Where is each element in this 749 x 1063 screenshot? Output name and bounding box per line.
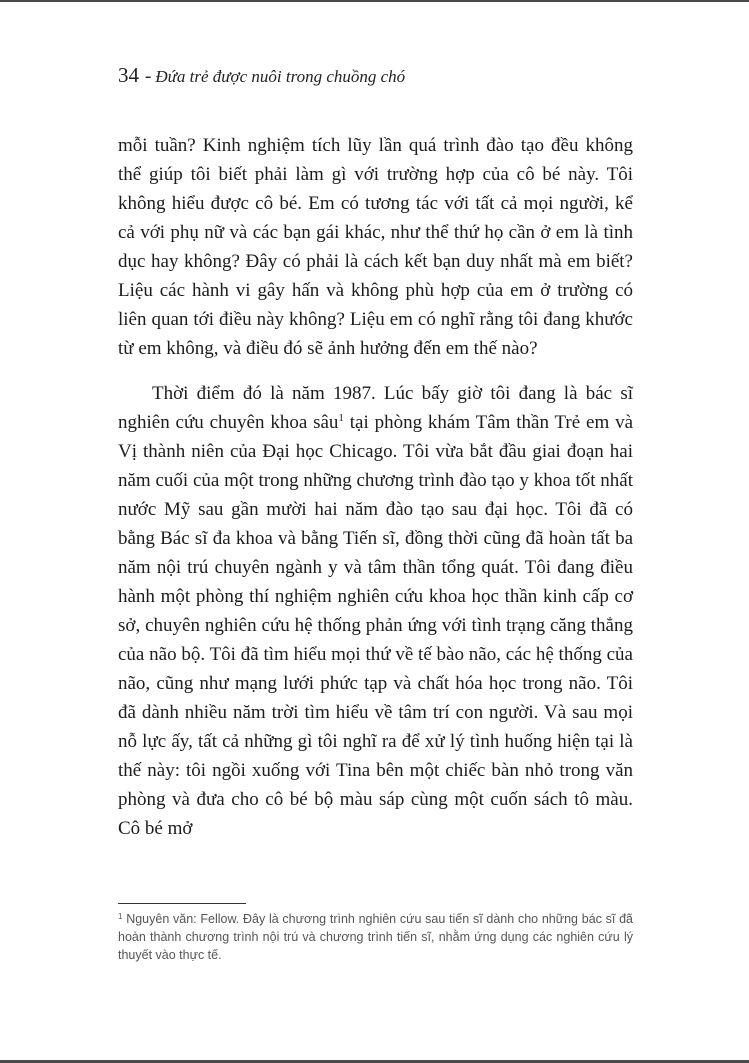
paragraph-2-part-2: tại phòng khám Tâm thần Trẻ em và Vị thành niên của Đại học Chicago. Tôi vừa bắt đầu giai đoạn hai năm cuối của một trong những chương trình đào tạo y khoa tốt nhất nước Mỹ sau gần mười hai năm đào tạo sau đại học. Tôi đã có bằng Bác sĩ đa khoa và bằng Tiến sĩ, đồng thời cũng đã hoàn tất ba năm nội trú chuyên ngành y và tâm thần tổng quát. Tôi đang điều hành một phòng thí nghiệm nghiên cứu khoa học thần kinh cấp cơ sở, chuyên nghiên cứu hệ thống phản ứng với tình trạng căng thẳng của não bộ. Tôi đã tìm hiểu mọi thứ về tế bào não, các hệ thống của não, cũng như mạng lưới phức tạp và chất hóa học trong não. Tôi đã dành nhiều năm trời tìm hiểu về tâm trí con người. Và sau mọi nỗ lực ấy, tất cả những gì tôi nghĩ ra để xử lý tình huống hiện tại là thế này: tôi ngồi xuống với Tina bên một chiếc bàn nhỏ trong văn phòng và đưa cho cô bé bộ màu sáp cùng một cuốn sách tô màu. Cô bé mở bbox=[118, 412, 633, 839]
footnote-divider bbox=[118, 903, 246, 904]
header-separator: - bbox=[145, 66, 152, 87]
body-text bbox=[118, 131, 633, 843]
footnote-marker: 1 bbox=[118, 912, 123, 921]
running-header bbox=[118, 63, 405, 88]
paragraph-2 bbox=[118, 379, 633, 843]
page-number: 34 bbox=[118, 63, 139, 87]
footnote-reference[interactable]: 1 bbox=[338, 412, 344, 424]
footnote bbox=[118, 910, 633, 964]
paragraph-1: mỗi tuần? Kinh nghiệm tích lũy lần quá trình đào tạo đều không thể giúp tôi biết phải làm gì với trường hợp của cô bé này. Tôi không hiểu được cô bé. Em có tương tác với tất cả mọi người, kể cả với phụ nữ và các bạn gái khác, như thể thứ họ cần ở em là tình dục hay không? Đây có phải là cách kết bạn duy nhất mà em biết? Liệu các hành vi gây hấn và không phù hợp của em ở trường có liên quan tới điều này không? Liệu em có nghĩ rằng tôi đang khước từ em không, và điều đó sẽ ảnh hưởng đến em thế nào? bbox=[118, 135, 633, 359]
footnote-text: Nguyên văn: Fellow. Đây là chương trình nghiên cứu sau tiến sĩ dành cho những bác sĩ đã hoàn thành chương trình nội trú và chương trình tiến sĩ, nhằm ứng dụng các nghiên cứu lý thuyết vào thực tế. bbox=[118, 912, 633, 962]
book-title: Đứa trẻ được nuôi trong chuồng chó bbox=[155, 67, 406, 86]
paragraph-2-part-1: Thời điểm đó là năm 1987. Lúc bấy giờ tôi đang là bác sĩ nghiên cứu chuyên khoa sâu bbox=[118, 383, 633, 433]
page-top-border bbox=[0, 0, 749, 2]
